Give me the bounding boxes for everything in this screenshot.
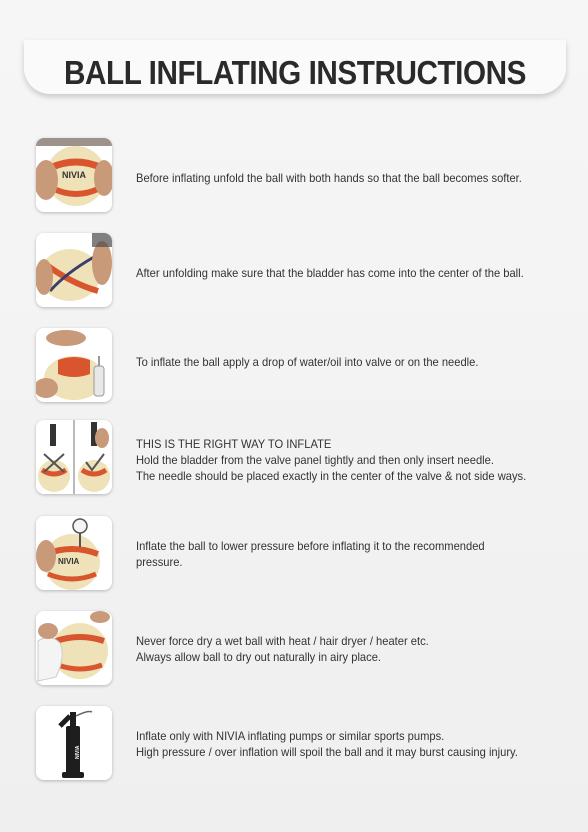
step-text: [136, 170, 522, 186]
page-title: BALL INFLATING INSTRUCTIONS: [64, 54, 526, 91]
step-text: [136, 538, 485, 570]
step-text-line: THIS IS THE RIGHT WAY TO INFLATE: [136, 437, 332, 451]
step-text: [136, 633, 429, 665]
step-text-line: After unfolding make sure that the bladder has come into the center of the ball.: [136, 266, 524, 280]
step-text-line: pressure.: [136, 555, 183, 569]
step-text-line: Hold the bladder from the valve panel tightly and then only insert needle.: [136, 453, 494, 467]
step-text-line: Inflate the ball to lower pressure before inflating it to the recommended: [136, 539, 485, 553]
step-text-line: Always allow ball to dry out naturally in airy place.: [136, 650, 382, 664]
pump-icon: [36, 706, 112, 780]
oil-drop-valve-icon: [36, 328, 112, 402]
pump-brand-mark: NIVIA: [75, 745, 81, 759]
step-text: [136, 265, 524, 281]
step-text-line: To inflate the ball apply a drop of water/oil into valve or on the needle.: [136, 355, 479, 369]
step-text: [136, 728, 518, 760]
step-text: [136, 436, 526, 484]
step-text-line: Before inflating unfold the ball with both hands so that the ball becomes softer.: [136, 171, 522, 185]
pressure-gauge-icon: [36, 516, 112, 590]
ball-brand-mark: NIVIA: [62, 170, 87, 180]
bladder-centering-icon: [36, 233, 112, 307]
step-text-line: Never force dry a wet ball with heat / hair dryer / heater etc.: [136, 634, 429, 648]
ball-brand-mark: NIVIA: [58, 557, 80, 566]
step-text-line: High pressure / over inflation will spoil the ball and it may burst causing injury.: [136, 745, 518, 759]
towel-drying-icon: [36, 611, 112, 685]
hands-unfolding-ball-icon: [36, 138, 112, 212]
step-text-line: Inflate only with NIVIA inflating pumps or similar sports pumps.: [136, 729, 445, 743]
needle-insertion-icon: [36, 420, 112, 494]
step-text: [136, 354, 478, 370]
step-text-line: The needle should be placed exactly in the center of the valve & not side ways.: [136, 469, 527, 483]
